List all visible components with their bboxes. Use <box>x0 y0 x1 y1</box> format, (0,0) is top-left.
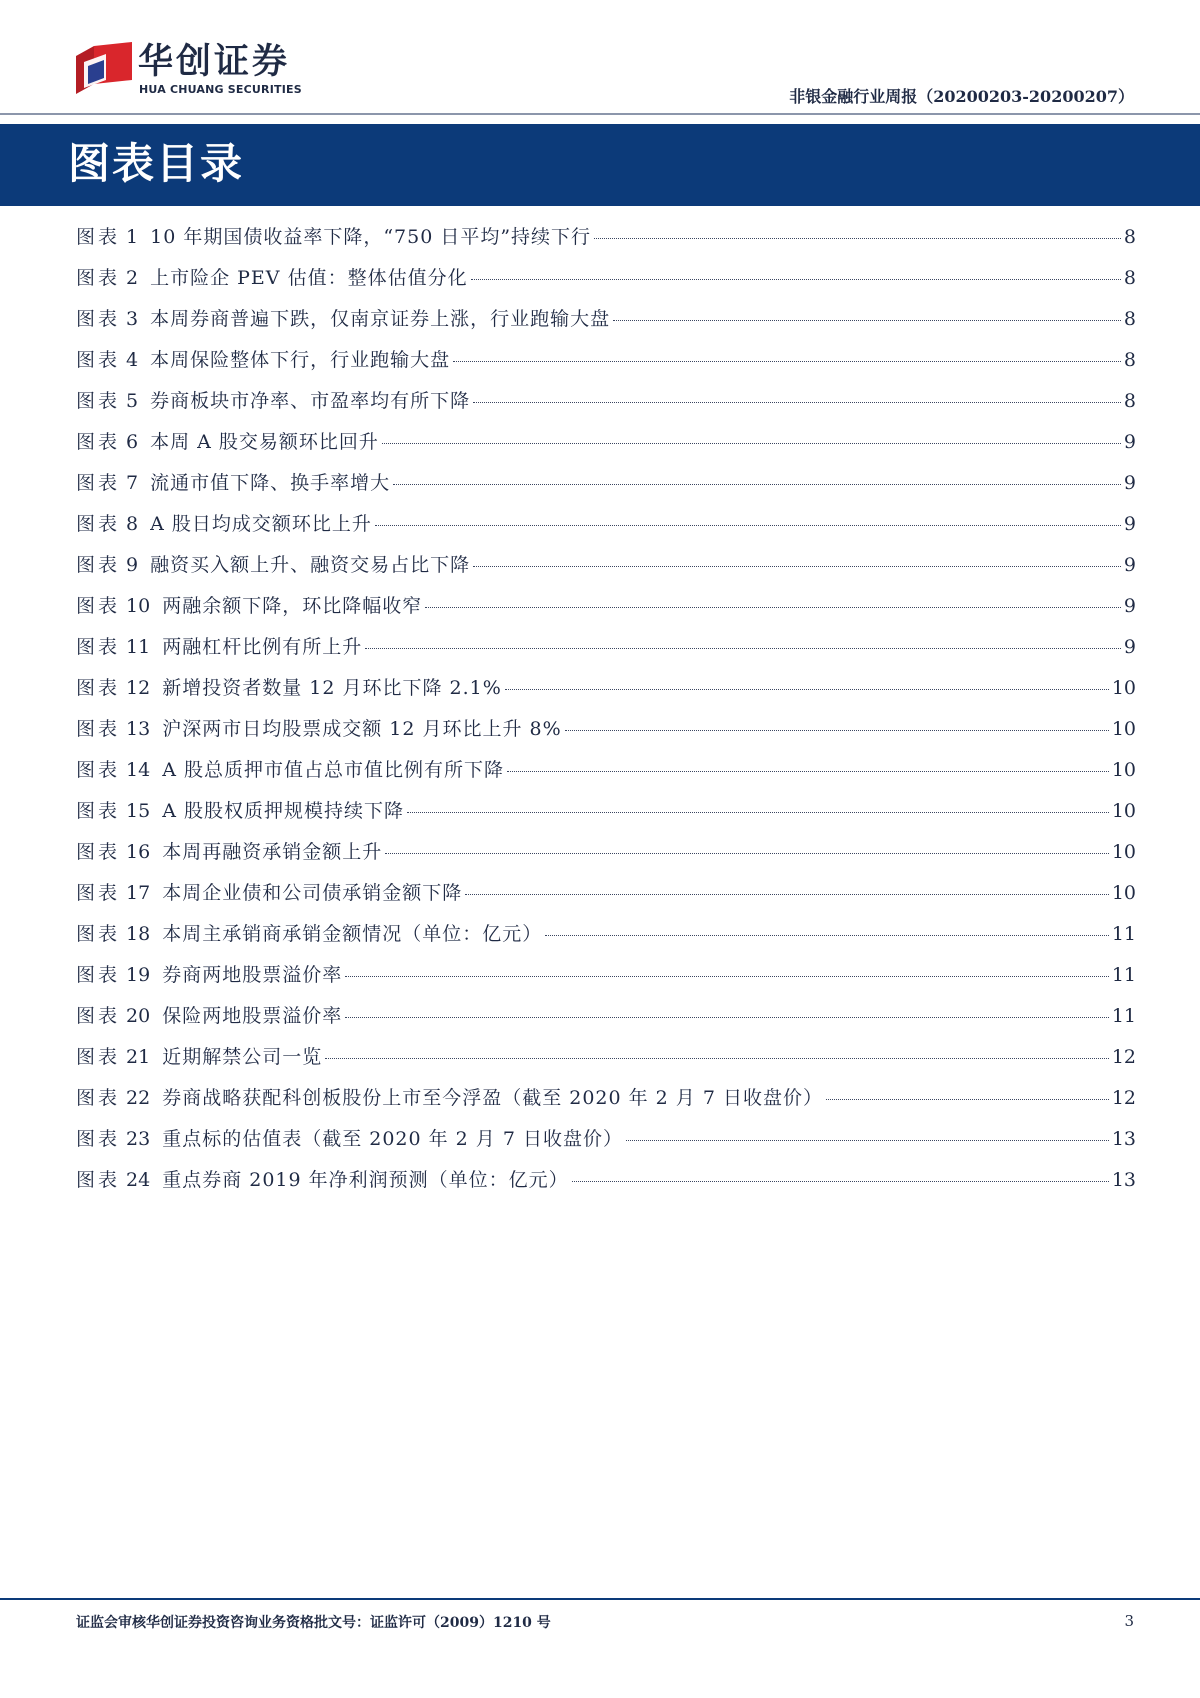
toc-entry-page: 9 <box>1123 472 1136 494</box>
toc-entry-page: 8 <box>1123 308 1136 330</box>
toc-entry-title: 券商板块市净率、市盈率均有所下降 <box>150 390 471 412</box>
toc-entry[interactable] <box>76 591 1136 632</box>
toc-entry-label: 图表 <box>76 923 121 945</box>
toc-entry-title: 券商战略获配科创板股份上市至今浮盈（截至 2020 年 2 月 7 日收盘价） <box>162 1087 823 1109</box>
toc-entry-title: 本周 A 股交易额环比回升 <box>150 431 379 453</box>
toc-entry-number: 16 <box>126 841 151 863</box>
toc-entry[interactable] <box>76 960 1136 1001</box>
toc-dot-leader <box>365 648 1121 649</box>
toc-entry-number: 4 <box>126 349 139 371</box>
logo-english-name: HUA CHUANG SECURITIES <box>139 83 302 96</box>
toc-entry[interactable] <box>76 345 1136 386</box>
toc-entry-page: 10 <box>1111 677 1136 699</box>
toc-dot-leader <box>375 525 1121 526</box>
toc-entry-label: 图表 <box>76 308 121 330</box>
toc-entry-number: 11 <box>126 636 151 658</box>
toc-entry[interactable] <box>76 509 1136 550</box>
toc-entry-label: 图表 <box>76 226 121 248</box>
toc-dot-leader <box>826 1099 1109 1100</box>
toc-entry-title: A 股日均成交额环比上升 <box>150 513 372 535</box>
toc-entry-label: 图表 <box>76 513 121 535</box>
toc-entry-label: 图表 <box>76 882 121 904</box>
toc-dot-leader <box>465 894 1109 895</box>
toc-entry-page: 9 <box>1123 636 1136 658</box>
toc-entry-page: 12 <box>1111 1046 1136 1068</box>
toc-entry-title: 流通市值下降、换手率增大 <box>150 472 391 494</box>
toc-entry-title: 本周主承销商承销金额情况（单位：亿元） <box>162 923 543 945</box>
toc-entry-label: 图表 <box>76 431 121 453</box>
toc-entry-page: 10 <box>1111 882 1136 904</box>
company-logo <box>76 42 316 100</box>
logo-chinese-name: 华创证券 <box>138 42 291 82</box>
toc-dot-leader <box>471 279 1121 280</box>
toc-entry-page: 9 <box>1123 431 1136 453</box>
toc-entry-number: 8 <box>126 513 139 535</box>
toc-entry-title: 保险两地股票溢价率 <box>162 1005 343 1027</box>
toc-entry-label: 图表 <box>76 800 121 822</box>
toc-entry[interactable] <box>76 1042 1136 1083</box>
toc-dot-leader <box>565 730 1109 731</box>
toc-entry[interactable] <box>76 1124 1136 1165</box>
toc-dot-leader <box>345 1017 1109 1018</box>
toc-entry-label: 图表 <box>76 1128 121 1150</box>
toc-entry-label: 图表 <box>76 1005 121 1027</box>
toc-entry-number: 20 <box>126 1005 151 1027</box>
toc-entry-page: 10 <box>1111 800 1136 822</box>
toc-entry-page: 10 <box>1111 841 1136 863</box>
toc-entry-page: 11 <box>1111 964 1136 986</box>
toc-entry-page: 10 <box>1111 759 1136 781</box>
toc-dot-leader <box>473 566 1121 567</box>
toc-dot-leader <box>393 484 1121 485</box>
toc-entry-page: 9 <box>1123 513 1136 535</box>
toc-entry-label: 图表 <box>76 718 121 740</box>
toc-entry-number: 7 <box>126 472 139 494</box>
toc-entry-label: 图表 <box>76 267 121 289</box>
toc-dot-leader <box>626 1140 1109 1141</box>
toc-entry-number: 3 <box>126 308 139 330</box>
toc-entry-title: 重点券商 2019 年净利润预测（单位：亿元） <box>162 1169 569 1191</box>
toc-entry-title: 上市险企 PEV 估值：整体估值分化 <box>150 267 468 289</box>
toc-entry-label: 图表 <box>76 964 121 986</box>
toc-entry-page: 11 <box>1111 1005 1136 1027</box>
toc-entry-title: 沪深两市日均股票成交额 12 月环比上升 8% <box>162 718 562 740</box>
toc-entry-label: 图表 <box>76 1046 121 1068</box>
toc-entry[interactable] <box>76 1001 1136 1042</box>
toc-dot-leader <box>345 976 1109 977</box>
toc-entry[interactable] <box>76 1165 1136 1206</box>
toc-entry-title: A 股总质押市值占总市值比例有所下降 <box>162 759 504 781</box>
toc-dot-leader <box>594 238 1121 239</box>
toc-dot-leader <box>613 320 1121 321</box>
toc-entry[interactable] <box>76 714 1136 755</box>
toc-dot-leader <box>407 812 1109 813</box>
toc-entry-title: 新增投资者数量 12 月环比下降 2.1% <box>162 677 502 699</box>
toc-dot-leader <box>505 689 1109 690</box>
toc-entry-number: 18 <box>126 923 151 945</box>
toc-dot-leader <box>425 607 1121 608</box>
toc-entry[interactable] <box>76 222 1136 263</box>
footer-license-text: 证监会审核华创证券投资咨询业务资格批文号：证监许可（2009）1210 号 <box>76 1615 551 1631</box>
toc-entry-title: 本周企业债和公司债承销金额下降 <box>162 882 463 904</box>
toc-entry[interactable] <box>76 386 1136 427</box>
section-banner <box>0 124 1200 206</box>
toc-entry-number: 5 <box>126 390 139 412</box>
toc-entry-number: 21 <box>126 1046 151 1068</box>
toc-entry-label: 图表 <box>76 595 121 617</box>
toc-entry-label: 图表 <box>76 841 121 863</box>
toc-entry[interactable] <box>76 796 1136 837</box>
toc-entry-page: 11 <box>1111 923 1136 945</box>
toc-dot-leader <box>382 443 1121 444</box>
footer-divider <box>0 1598 1200 1600</box>
toc-entry-title: 本周再融资承销金额上升 <box>162 841 383 863</box>
toc-entry-page: 10 <box>1111 718 1136 740</box>
toc-entry-number: 19 <box>126 964 151 986</box>
toc-entry[interactable] <box>76 837 1136 878</box>
report-title: 非银金融行业周报（20200203-20200207） <box>789 87 1134 106</box>
toc-entry[interactable] <box>76 919 1136 960</box>
section-title: 图表目录 <box>68 139 245 188</box>
toc-entry-page: 9 <box>1123 554 1136 576</box>
toc-entry-number: 2 <box>126 267 139 289</box>
toc-entry-number: 1 <box>126 226 139 248</box>
toc-entry-title: 两融余额下降，环比降幅收窄 <box>162 595 423 617</box>
toc-entry-page: 13 <box>1111 1169 1136 1191</box>
toc-entry-number: 13 <box>126 718 151 740</box>
toc-entry[interactable] <box>76 755 1136 796</box>
toc-entry-title: 券商两地股票溢价率 <box>162 964 343 986</box>
toc-entry-number: 6 <box>126 431 139 453</box>
toc-entry-page: 8 <box>1123 267 1136 289</box>
toc-entry-label: 图表 <box>76 349 121 371</box>
toc-entry-label: 图表 <box>76 1087 121 1109</box>
toc-entry-number: 23 <box>126 1128 151 1150</box>
toc-entry-number: 14 <box>126 759 151 781</box>
toc-entry[interactable] <box>76 673 1136 714</box>
toc-entry-label: 图表 <box>76 472 121 494</box>
toc-entry-title: 10 年期国债收益率下降，“750 日平均”持续下行 <box>150 226 592 248</box>
toc-entry[interactable] <box>76 878 1136 919</box>
toc-entry[interactable] <box>76 632 1136 673</box>
toc-entry-page: 13 <box>1111 1128 1136 1150</box>
toc-entry-number: 12 <box>126 677 151 699</box>
toc-entry-label: 图表 <box>76 390 121 412</box>
toc-entry-label: 图表 <box>76 554 121 576</box>
toc-entry-page: 9 <box>1123 595 1136 617</box>
page-header <box>0 0 1200 112</box>
toc-entry-number: 10 <box>126 595 151 617</box>
toc-entry[interactable] <box>76 1083 1136 1124</box>
toc-entry[interactable] <box>76 468 1136 509</box>
toc-dot-leader <box>572 1181 1109 1182</box>
toc-dot-leader <box>545 935 1109 936</box>
toc-entry-label: 图表 <box>76 636 121 658</box>
toc-entry-title: 本周保险整体下行，行业跑输大盘 <box>150 349 451 371</box>
toc-entry[interactable] <box>76 427 1136 468</box>
toc-entry-label: 图表 <box>76 1169 121 1191</box>
toc-dot-leader <box>473 402 1121 403</box>
toc-entry[interactable] <box>76 550 1136 591</box>
toc-entry-page: 8 <box>1123 390 1136 412</box>
toc-entry-label: 图表 <box>76 759 121 781</box>
logo-mark-icon <box>76 42 132 94</box>
toc-entry-page: 8 <box>1123 226 1136 248</box>
toc-entry-title: 重点标的估值表（截至 2020 年 2 月 7 日收盘价） <box>162 1128 623 1150</box>
toc-entry-title: 近期解禁公司一览 <box>162 1046 323 1068</box>
toc-entry-title: A 股股权质押规模持续下降 <box>162 800 404 822</box>
toc-entry-title: 融资买入额上升、融资交易占比下降 <box>150 554 471 576</box>
toc-dot-leader <box>385 853 1109 854</box>
page-number: 3 <box>1124 1612 1134 1630</box>
toc-entry-number: 9 <box>126 554 139 576</box>
toc-dot-leader <box>453 361 1121 362</box>
toc-entry-number: 17 <box>126 882 151 904</box>
toc-entry-number: 22 <box>126 1087 151 1109</box>
toc-entry-page: 8 <box>1123 349 1136 371</box>
toc-entry-title: 本周券商普遍下跌，仅南京证券上涨，行业跑输大盘 <box>150 308 611 330</box>
header-divider <box>0 113 1200 115</box>
toc-dot-leader <box>325 1058 1109 1059</box>
toc-entry-number: 15 <box>126 800 151 822</box>
toc-dot-leader <box>507 771 1109 772</box>
toc-entry-label: 图表 <box>76 677 121 699</box>
toc-entry-number: 24 <box>126 1169 151 1191</box>
table-of-figures <box>76 222 1136 1206</box>
toc-entry[interactable] <box>76 263 1136 304</box>
toc-entry-page: 12 <box>1111 1087 1136 1109</box>
toc-entry-title: 两融杠杆比例有所上升 <box>162 636 363 658</box>
toc-entry[interactable] <box>76 304 1136 345</box>
